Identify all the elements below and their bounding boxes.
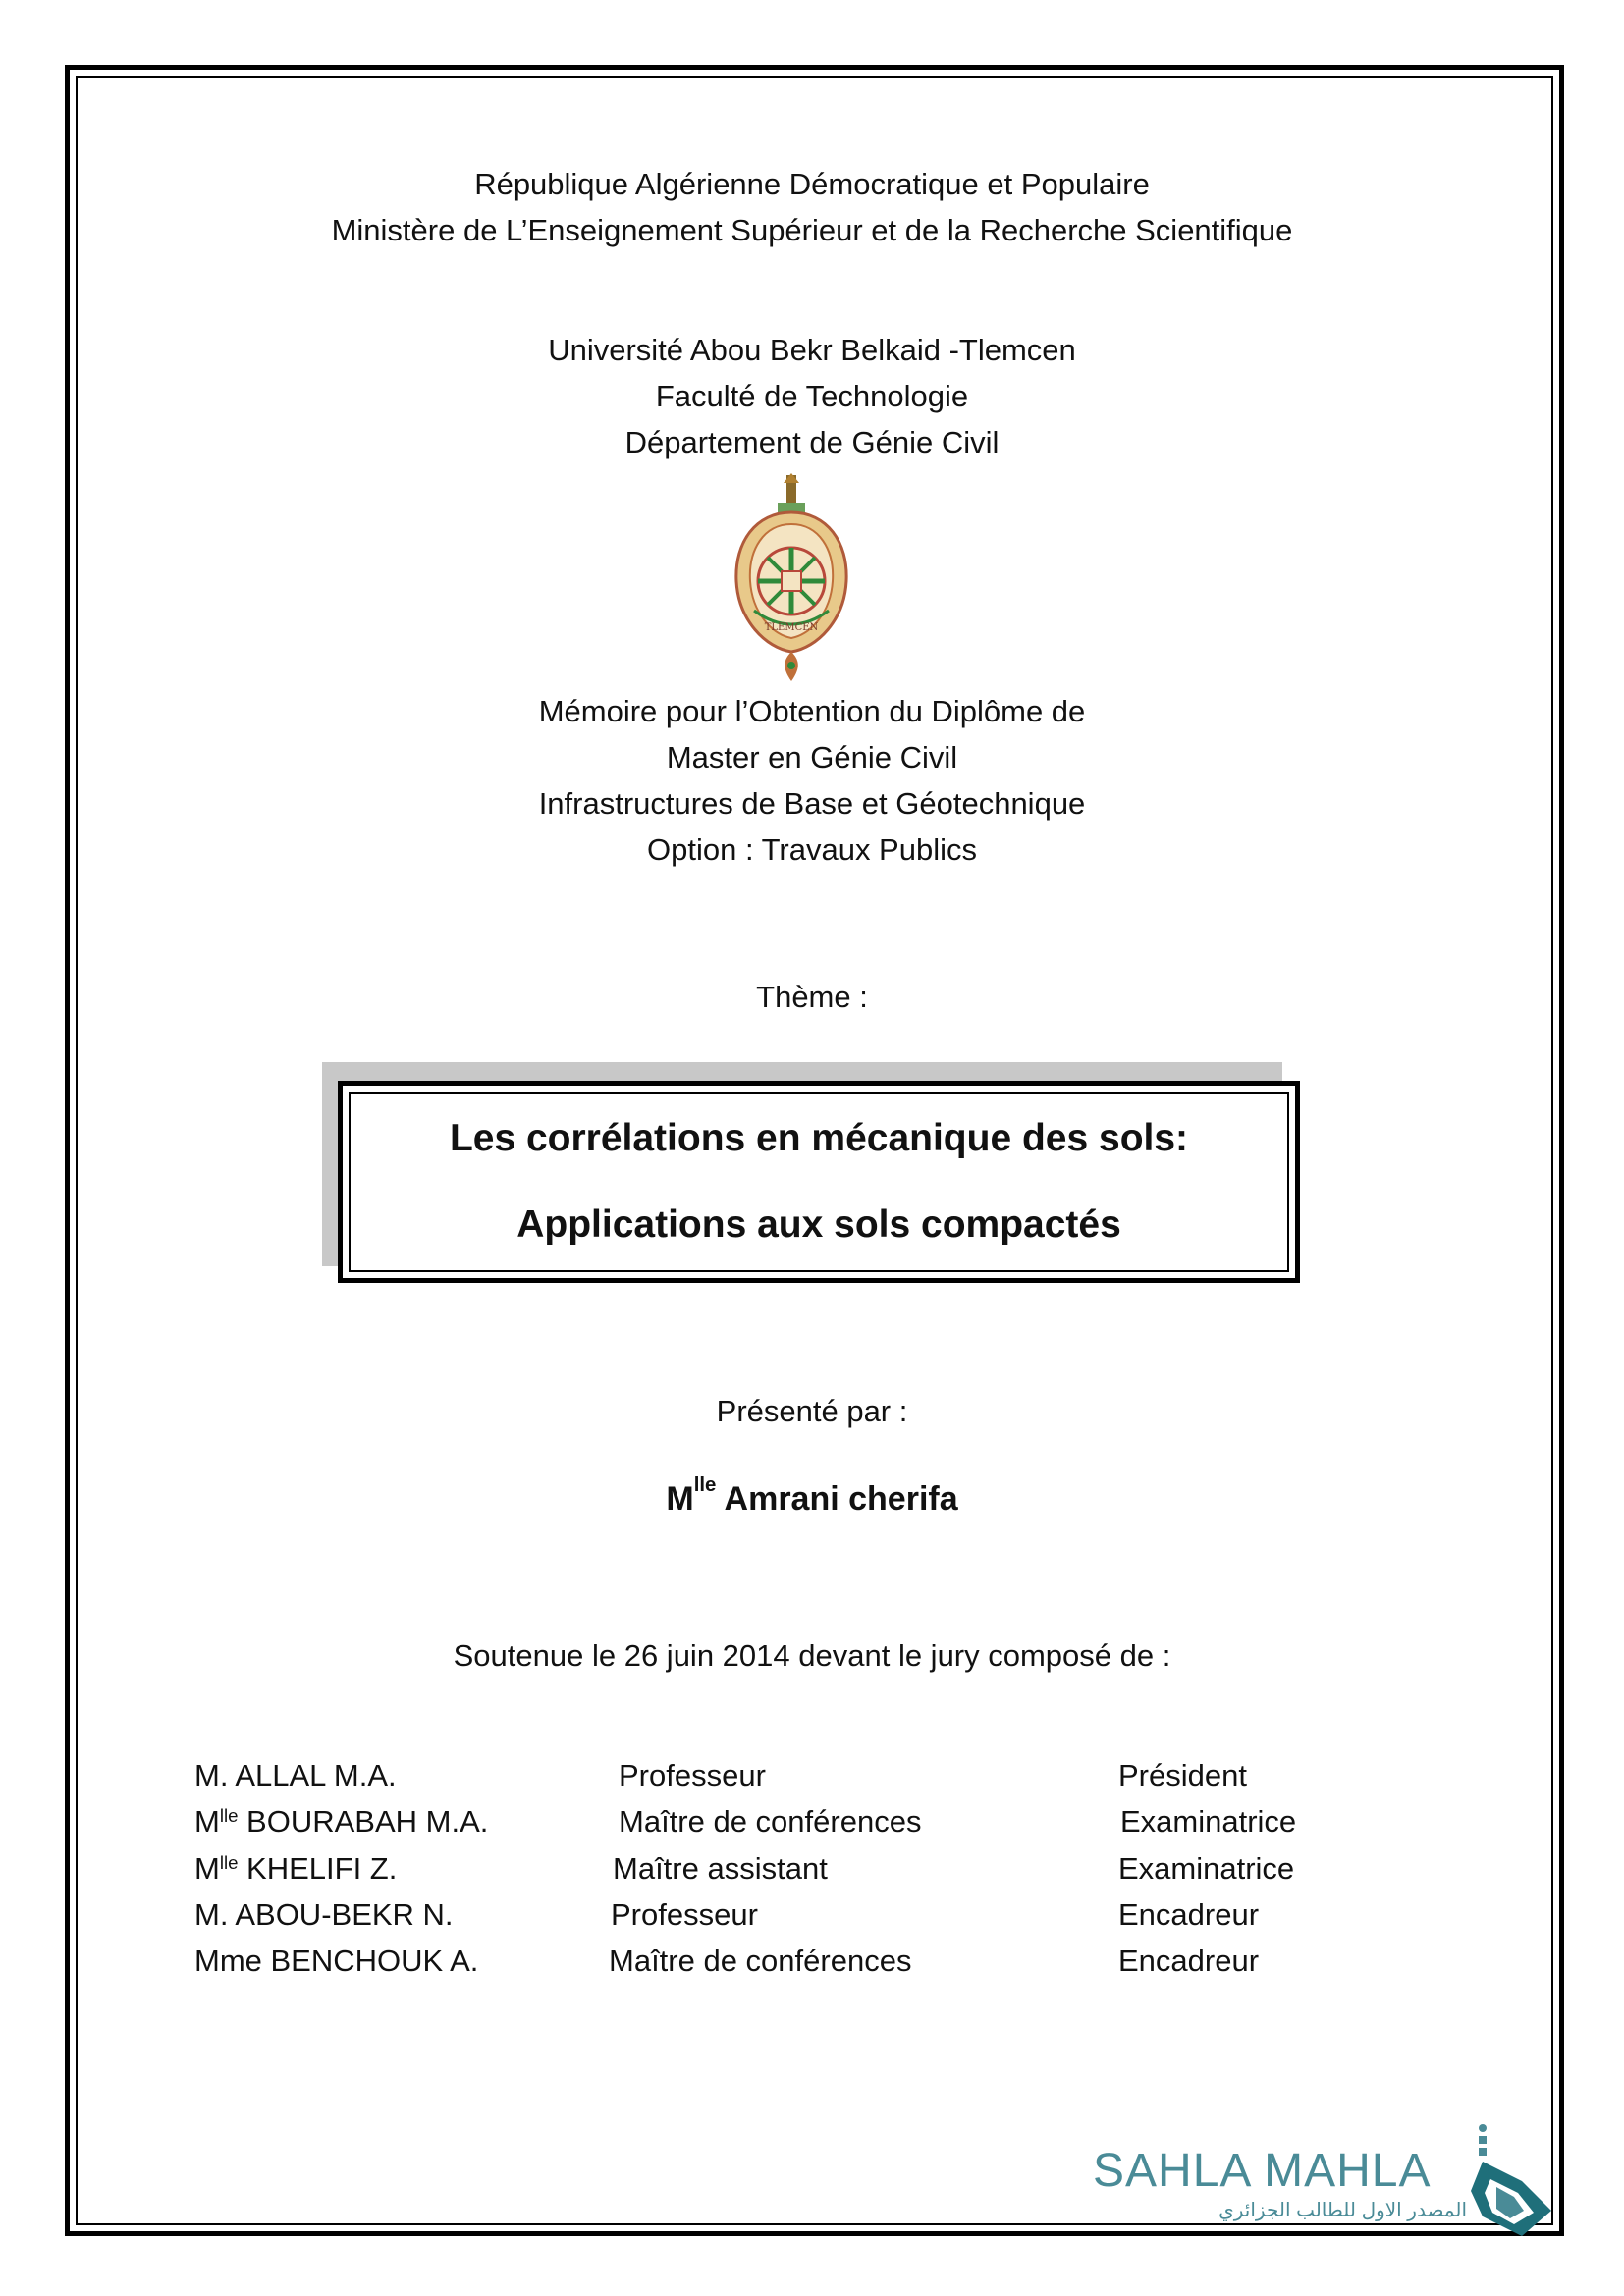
ministry-title: Ministère de L’Enseignement Supérieur et de la Recherche Scientifique — [331, 213, 1293, 247]
author-name: $M^{lle}$ Amrani cherifa — [666, 1474, 958, 1518]
jury-member-rank: Maître de conférences — [609, 1944, 912, 1978]
jury-member-name: M. ABOU-BEKR N. — [194, 1897, 454, 1932]
theme-box — [338, 1081, 1300, 1283]
jury-member-rank: Professeur — [619, 1758, 766, 1792]
university-name: Université Abou Bekr Belkaid -Tlemcen — [548, 333, 1076, 367]
theme-title-line-2: Applications aux sols compactés — [516, 1203, 1121, 1246]
watermark-brand: SAHLA MAHLA — [1093, 2145, 1432, 2197]
watermark-logo-icon — [1463, 2122, 1561, 2240]
memoire-line-2: Master en Génie Civil — [666, 740, 958, 774]
jury-member-role: Encadreur — [1118, 1897, 1260, 1932]
jury-member-role: Examinatrice — [1120, 1804, 1297, 1839]
watermark-tagline: المصدر الاول للطالب الجزائري — [1218, 2200, 1467, 2221]
memoire-line-4: Option : Travaux Publics — [647, 832, 977, 867]
republic-title: République Algérienne Démocratique et Populaire — [474, 167, 1150, 201]
faculty-name: Faculté de Technologie — [655, 379, 969, 413]
jury-member-name: $M^{lle}$ BOURABAH M.A. — [194, 1804, 489, 1839]
jury-member-name: M. ALLAL M.A. — [194, 1758, 397, 1792]
theme-label: Thème : — [756, 980, 868, 1014]
jury-member-name: Mme BENCHOUK A. — [194, 1944, 479, 1978]
jury-member-rank: Maître de conférences — [619, 1804, 922, 1839]
defense-statement: Soutenue le 26 juin 2014 devant le jury composé de : — [453, 1638, 1171, 1673]
jury-member-rank: Maître assistant — [613, 1851, 828, 1886]
theme-title-line-1: Les corrélations en mécanique des sols: — [449, 1117, 1189, 1159]
jury-member-name: $M^{lle}$ KHELIFI Z. — [194, 1851, 398, 1886]
memoire-line-3: Infrastructures de Base et Géotechnique — [538, 786, 1086, 821]
svg-text:TLEMCEN: TLEMCEN — [764, 622, 819, 633]
memoire-line-1: Mémoire pour l’Obtention du Diplôme de — [538, 694, 1086, 728]
university-seal-icon — [727, 473, 856, 683]
jury-member-rank: Professeur — [611, 1897, 758, 1932]
department-name: Département de Génie Civil — [624, 425, 1000, 459]
jury-member-role: Président — [1118, 1758, 1247, 1792]
presented-label: Présenté par : — [716, 1394, 908, 1428]
jury-member-role: Examinatrice — [1118, 1851, 1295, 1886]
jury-member-role: Encadreur — [1118, 1944, 1260, 1978]
